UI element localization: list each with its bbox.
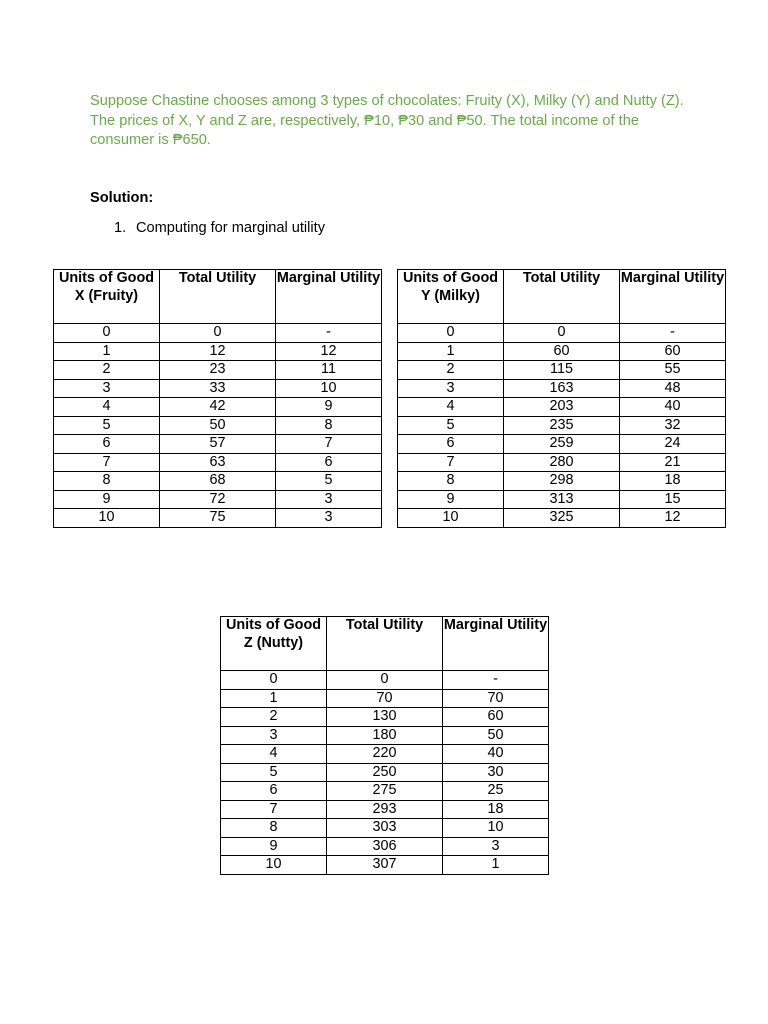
table-row [398, 379, 726, 398]
cell-marginal-utility: 30 [443, 763, 549, 782]
cell-total-utility: 313 [504, 490, 620, 509]
cell-units: 5 [221, 763, 327, 782]
cell-units: 9 [221, 837, 327, 856]
table-row [398, 435, 726, 454]
table-row [398, 472, 726, 491]
cell-marginal-utility: 3 [276, 509, 382, 528]
cell-total-utility: 42 [160, 398, 276, 417]
problem-statement: Suppose Chastine chooses among 3 types of chocolates: Fruity (X), Milky (Y) and Nutty (Z). The prices of X, Y and Z are, respectively, ₱10, ₱30 and ₱50. The total income of the consumer is ₱650. [90, 93, 684, 148]
cell-units: 8 [398, 472, 504, 491]
cell-marginal-utility: 70 [443, 689, 549, 708]
table-row [221, 745, 549, 764]
table-row [221, 782, 549, 801]
header-marginal-utility: Marginal Utility [276, 270, 382, 324]
cell-units: 9 [398, 490, 504, 509]
cell-units: 4 [398, 398, 504, 417]
cell-units: 5 [54, 416, 160, 435]
utility-table-good-z [220, 616, 549, 875]
cell-total-utility: 280 [504, 453, 620, 472]
table-row [54, 472, 382, 491]
cell-units: 3 [398, 379, 504, 398]
cell-marginal-utility: 40 [620, 398, 726, 417]
cell-total-utility: 70 [327, 689, 443, 708]
table-row [54, 379, 382, 398]
table-row [398, 342, 726, 361]
table-row [221, 763, 549, 782]
table-row [54, 490, 382, 509]
cell-total-utility: 12 [160, 342, 276, 361]
table-row [398, 416, 726, 435]
table-row [221, 689, 549, 708]
cell-total-utility: 303 [327, 819, 443, 838]
table-row [54, 342, 382, 361]
cell-total-utility: 0 [160, 324, 276, 343]
cell-units: 0 [221, 671, 327, 690]
table-row [221, 837, 549, 856]
cell-units: 2 [221, 708, 327, 727]
header-total-utility: Total Utility [160, 270, 276, 324]
solution-heading: Solution: [90, 190, 154, 206]
cell-marginal-utility: 12 [276, 342, 382, 361]
cell-units: 5 [398, 416, 504, 435]
cell-units: 1 [221, 689, 327, 708]
cell-marginal-utility: 21 [620, 453, 726, 472]
table-row [221, 671, 549, 690]
cell-marginal-utility: 18 [443, 800, 549, 819]
cell-units: 6 [398, 435, 504, 454]
header-total-utility: Total Utility [327, 617, 443, 671]
table-row [54, 453, 382, 472]
cell-total-utility: 259 [504, 435, 620, 454]
cell-total-utility: 72 [160, 490, 276, 509]
utility-table-good-x [53, 269, 382, 528]
cell-marginal-utility: 18 [620, 472, 726, 491]
cell-total-utility: 0 [327, 671, 443, 690]
table-row [398, 453, 726, 472]
table-header-row [221, 617, 549, 671]
cell-marginal-utility: 48 [620, 379, 726, 398]
cell-marginal-utility: 15 [620, 490, 726, 509]
table-header-row [54, 270, 382, 324]
header-marginal-utility: Marginal Utility [443, 617, 549, 671]
step-number: 1. [114, 220, 127, 236]
table-row [221, 708, 549, 727]
cell-total-utility: 115 [504, 361, 620, 380]
cell-marginal-utility: - [620, 324, 726, 343]
cell-total-utility: 307 [327, 856, 443, 875]
cell-units: 0 [54, 324, 160, 343]
table-row [221, 726, 549, 745]
cell-marginal-utility: 5 [276, 472, 382, 491]
cell-total-utility: 60 [504, 342, 620, 361]
table-row [398, 509, 726, 528]
table-row [54, 324, 382, 343]
cell-marginal-utility: 3 [276, 490, 382, 509]
cell-total-utility: 33 [160, 379, 276, 398]
cell-marginal-utility: 55 [620, 361, 726, 380]
utility-table-good-y [397, 269, 726, 528]
cell-total-utility: 23 [160, 361, 276, 380]
cell-units: 10 [398, 509, 504, 528]
cell-total-utility: 68 [160, 472, 276, 491]
cell-units: 7 [398, 453, 504, 472]
header-units: Units of Good Z (Nutty) [221, 617, 327, 671]
cell-units: 10 [54, 509, 160, 528]
cell-total-utility: 293 [327, 800, 443, 819]
cell-units: 1 [54, 342, 160, 361]
cell-units: 2 [398, 361, 504, 380]
cell-marginal-utility: 1 [443, 856, 549, 875]
table-row [54, 398, 382, 417]
cell-units: 1 [398, 342, 504, 361]
cell-total-utility: 0 [504, 324, 620, 343]
header-total-utility: Total Utility [504, 270, 620, 324]
cell-units: 10 [221, 856, 327, 875]
table-row [398, 361, 726, 380]
step-text: Computing for marginal utility [136, 220, 325, 236]
cell-marginal-utility: 60 [620, 342, 726, 361]
cell-units: 4 [54, 398, 160, 417]
table-row [54, 509, 382, 528]
cell-total-utility: 275 [327, 782, 443, 801]
cell-marginal-utility: 7 [276, 435, 382, 454]
table-header-row [398, 270, 726, 324]
cell-units: 8 [54, 472, 160, 491]
cell-units: 7 [54, 453, 160, 472]
cell-total-utility: 298 [504, 472, 620, 491]
cell-total-utility: 325 [504, 509, 620, 528]
cell-total-utility: 235 [504, 416, 620, 435]
cell-marginal-utility: 25 [443, 782, 549, 801]
cell-marginal-utility: 11 [276, 361, 382, 380]
table-row [221, 856, 549, 875]
cell-total-utility: 63 [160, 453, 276, 472]
cell-marginal-utility: 10 [443, 819, 549, 838]
header-marginal-utility: Marginal Utility [620, 270, 726, 324]
cell-marginal-utility: 50 [443, 726, 549, 745]
cell-units: 3 [221, 726, 327, 745]
cell-marginal-utility: 32 [620, 416, 726, 435]
cell-marginal-utility: - [443, 671, 549, 690]
step-item [114, 220, 325, 236]
cell-total-utility: 57 [160, 435, 276, 454]
cell-units: 6 [221, 782, 327, 801]
cell-marginal-utility: - [276, 324, 382, 343]
table-row [398, 490, 726, 509]
cell-total-utility: 180 [327, 726, 443, 745]
table-row [221, 800, 549, 819]
header-units: Units of Good Y (Milky) [398, 270, 504, 324]
table-row [221, 819, 549, 838]
cell-total-utility: 130 [327, 708, 443, 727]
table-row [398, 398, 726, 417]
cell-marginal-utility: 60 [443, 708, 549, 727]
cell-marginal-utility: 24 [620, 435, 726, 454]
cell-marginal-utility: 8 [276, 416, 382, 435]
cell-total-utility: 163 [504, 379, 620, 398]
cell-marginal-utility: 12 [620, 509, 726, 528]
cell-marginal-utility: 9 [276, 398, 382, 417]
cell-total-utility: 50 [160, 416, 276, 435]
cell-units: 9 [54, 490, 160, 509]
header-units: Units of Good X (Fruity) [54, 270, 160, 324]
cell-total-utility: 203 [504, 398, 620, 417]
cell-marginal-utility: 40 [443, 745, 549, 764]
cell-units: 7 [221, 800, 327, 819]
cell-units: 8 [221, 819, 327, 838]
cell-units: 4 [221, 745, 327, 764]
cell-units: 2 [54, 361, 160, 380]
cell-total-utility: 250 [327, 763, 443, 782]
cell-marginal-utility: 6 [276, 453, 382, 472]
table-row [54, 416, 382, 435]
cell-marginal-utility: 10 [276, 379, 382, 398]
cell-marginal-utility: 3 [443, 837, 549, 856]
table-row [398, 324, 726, 343]
cell-total-utility: 75 [160, 509, 276, 528]
cell-total-utility: 306 [327, 837, 443, 856]
cell-total-utility: 220 [327, 745, 443, 764]
table-row [54, 361, 382, 380]
table-row [54, 435, 382, 454]
cell-units: 3 [54, 379, 160, 398]
cell-units: 6 [54, 435, 160, 454]
cell-units: 0 [398, 324, 504, 343]
